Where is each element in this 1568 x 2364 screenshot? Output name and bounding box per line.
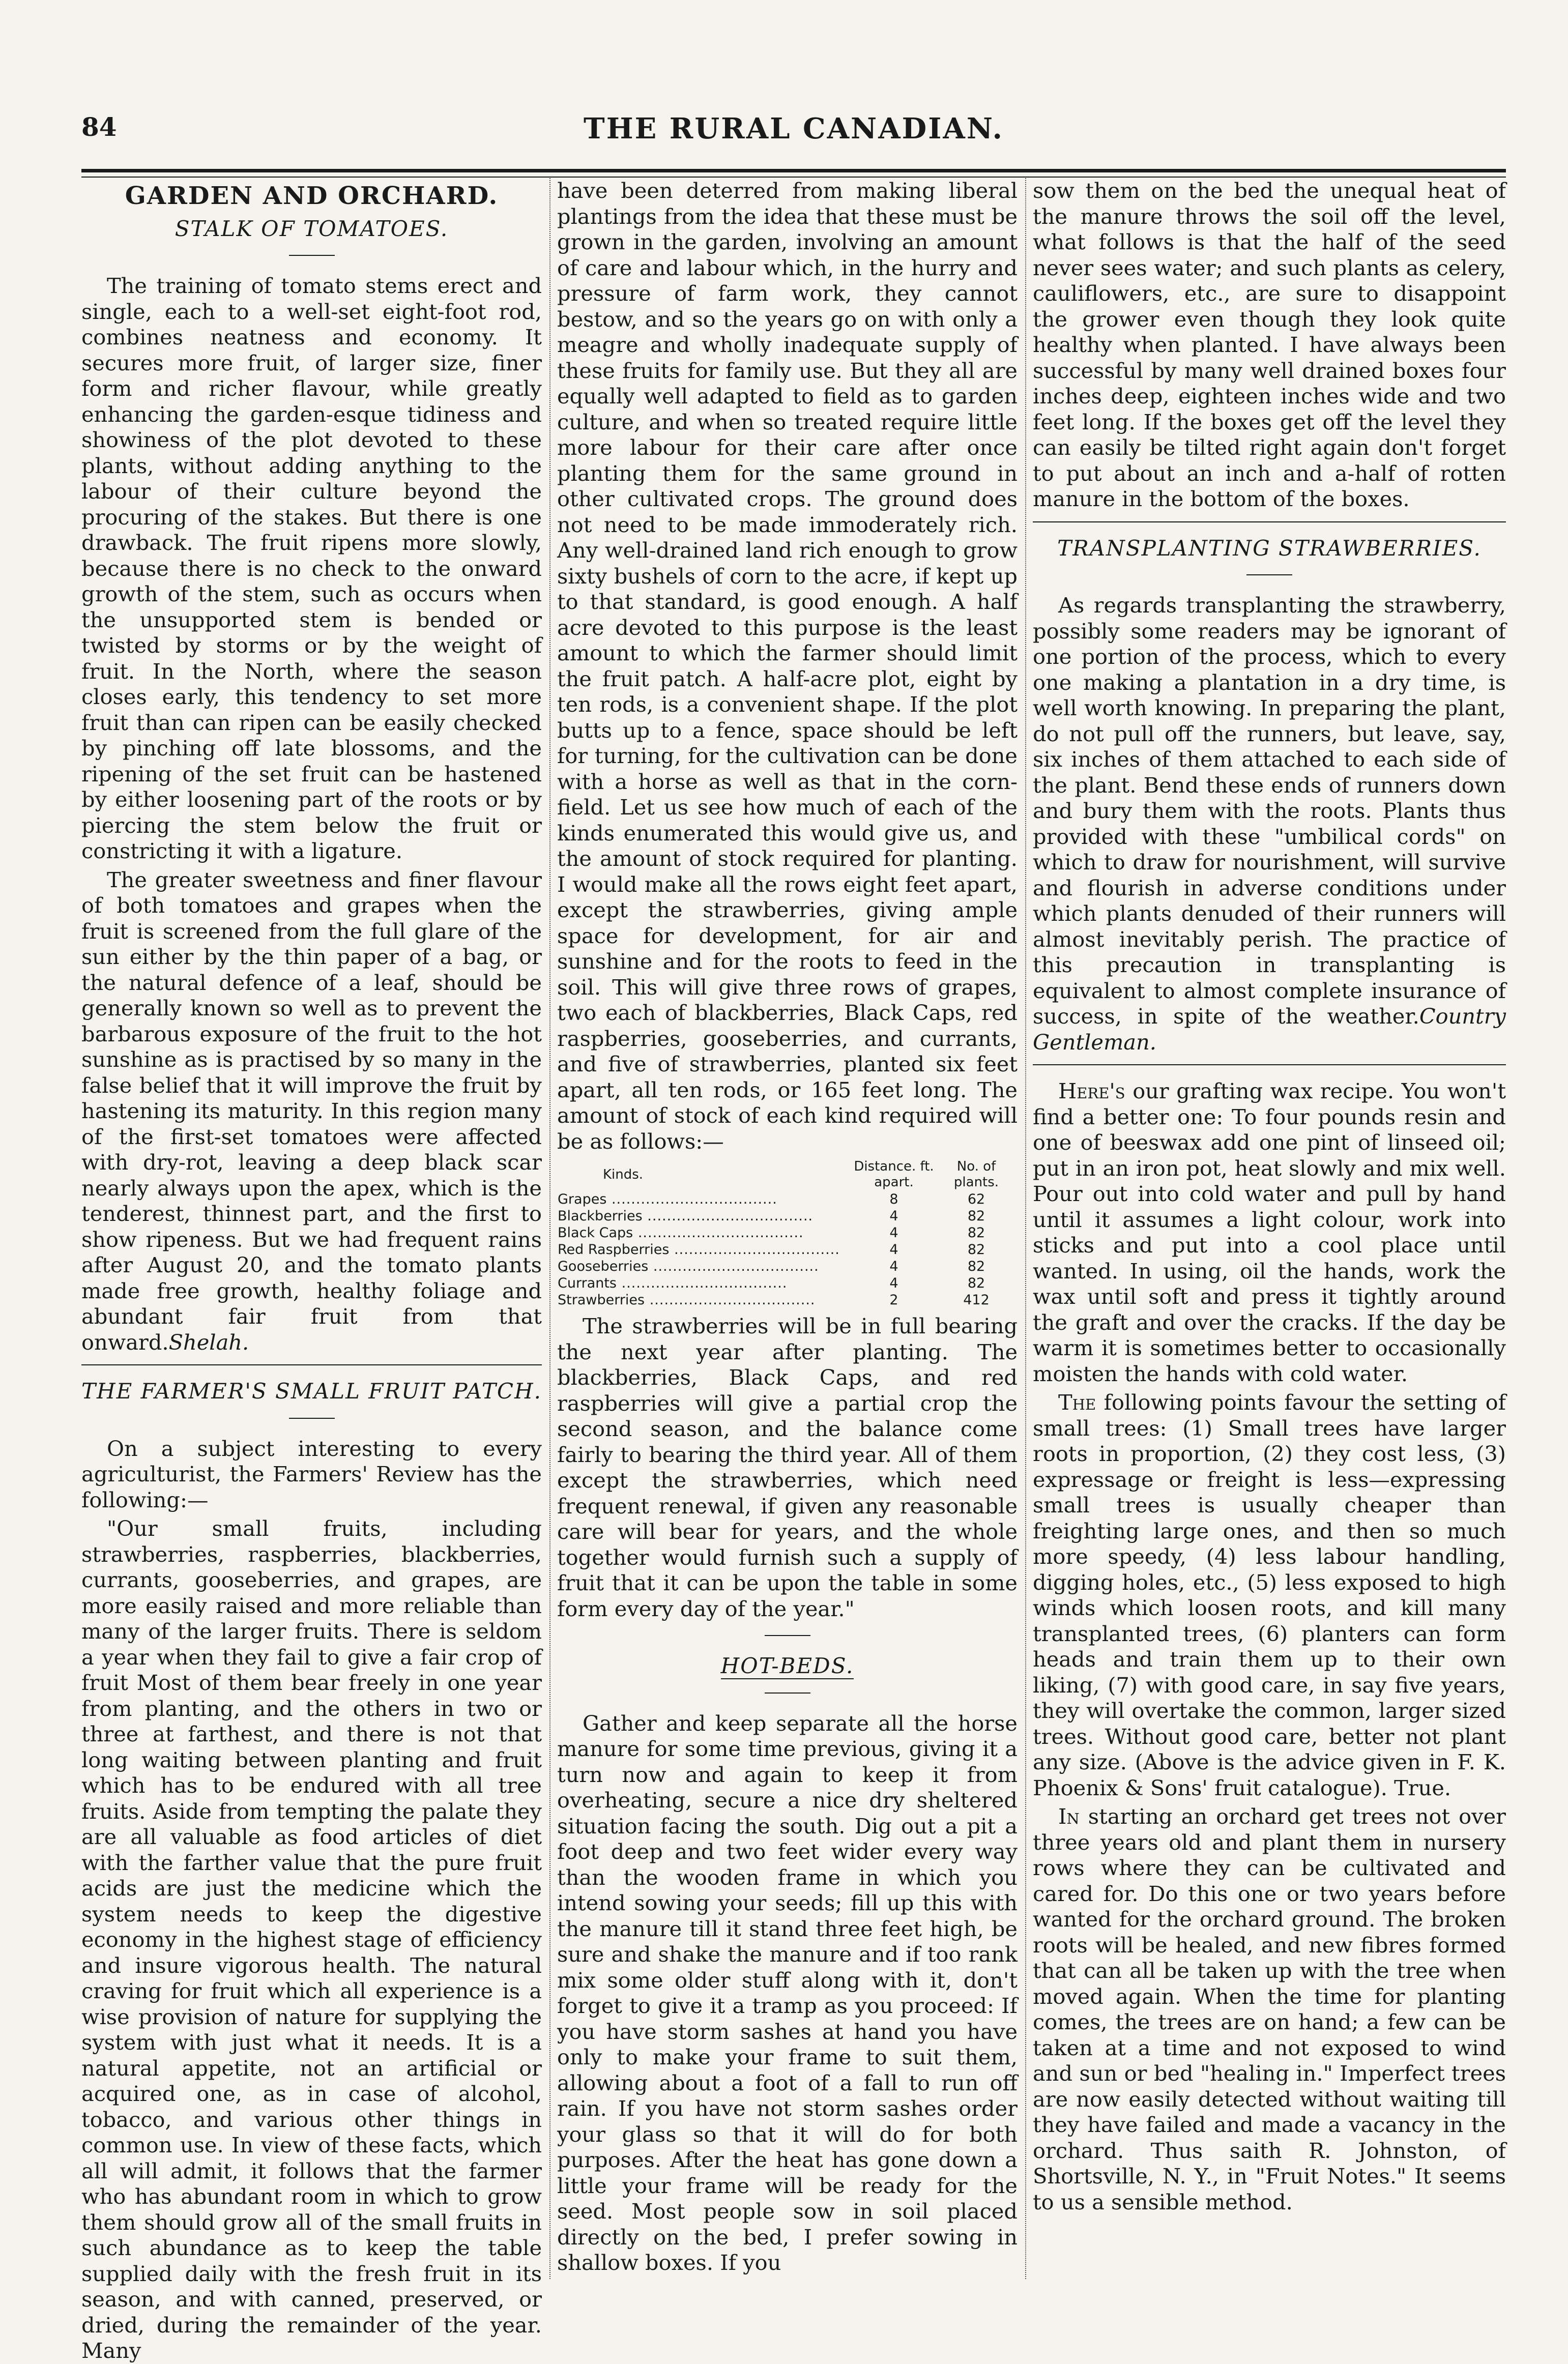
title-rule — [289, 1418, 335, 1419]
column-2 — [557, 178, 1018, 2279]
table-cell-distance: 4 — [889, 1208, 898, 1224]
section-rule — [81, 1364, 542, 1365]
fruit-patch-paragraph-3: The strawberries will be in full bearing the next year after planting. The blackberries, Black Caps, and red raspberries will give a partial crop the second season, and the balance come fairly to bearing the third year. All of them except the strawberries, which need frequent renewal, if given any reasonable care will bear for years, and the whole together would furnish such a supply of fruit that it can be upon the table in some form every day of the year." — [557, 1314, 1018, 1621]
orchard-lead: In — [1058, 1804, 1080, 1829]
table-cell-plants: 82 — [967, 1275, 985, 1291]
column-divider — [1025, 178, 1026, 2279]
staking-paragraph-2-text: The greater sweetness and finer flavour of both tomatoes and grapes when the fruit is screened from the full glare of the sun either by the thin paper of a bag, or the natural defence of a leaf, should be generally known so well as to prevent the barbarous exposure of the fruit to the hot sunshine as is practised by so many in the false belief that it will improve the fruit by hastening its maturity. In this region many of the first-set tomatoes were affected with dry-rot, leaving a deep black scar nearly always upon the apex, which is the tenderest, thinnest part, and the first to show ripeness. But we had frequent rains after August 20, and the tomato plants made free growth, healthy foliage and abundant fair fruit from that onward. — [81, 867, 542, 1355]
table-cell-distance: 4 — [889, 1225, 898, 1241]
staking-paragraph-2 — [81, 867, 542, 1356]
table-cell-distance: 4 — [889, 1275, 898, 1291]
grafting-wax-text: our grafting wax recipe. You won't find a better one: To four pounds resin and one of beeswax add one pint of linseed oil; put in an iron pot, heat slowly and mix well. Pour out into cold water and pull by hand until it assumes a light colour, work into sticks and put into a cool place until wanted. In using, oil the hands, work the wax until soft and press it tightly around the graft and over the cracks. If the day be warm it is sometimes better to occasionally moisten the hands with cold water. — [1033, 1078, 1506, 1386]
header-rule — [81, 169, 1506, 178]
table-cell-kind: Gooseberries ..... — [557, 1258, 853, 1275]
table-cell-plants: 82 — [967, 1225, 985, 1241]
table-row — [557, 1224, 1018, 1241]
table-cell-plants: 62 — [967, 1191, 985, 1207]
table-row — [557, 1258, 1018, 1275]
title-rule — [1246, 574, 1292, 575]
staking-signature: Shelah. — [168, 1329, 249, 1355]
table-cell-distance: 8 — [889, 1191, 898, 1207]
table-cell-kind: Black Caps ..... — [557, 1224, 853, 1241]
table-cell-distance: 4 — [889, 1259, 898, 1274]
hotbeds-continued: sow them on the bed the unequal heat of the manure throws the soil off the level, what follows is that the half of the seed never sees water; and such plants as celery, cauliflowers, etc., are sure to disappoint the grower even though they look quite healthy when planted. I have always been successful by many well drained boxes four inches deep, eighteen inches wide and two feet long. If the boxes get off the level they can easily be tilted right again don't forget to put about an inch and a-half of rotten manure in the bottom of the boxes. — [1033, 178, 1506, 511]
table-cell-plants: 82 — [967, 1259, 985, 1274]
table-row — [557, 1241, 1018, 1258]
staking-paragraph-1: The training of tomato stems erect and single, each to a well-set eight-foot rod, combines neatness and economy. It secures more fruit, of larger size, finer form and richer flavour, while greatly enhancing the garden-esque tidiness and showiness of the plot devoted to these plants, without adding anything to the labour of their culture beyond the procuring of the stakes. But there is one drawback. The fruit ripens more slowly, because there is no check to the onward growth of the stem, such as occurs when the unsupported stem is bended or twisted by storms or by the weight of fruit. In the North, where the season closes early, this tendency to set more fruit than can ripen can be easily checked by pinching off late blossoms, and the ripening of the set fruit can be hastened by either loosening part of the roots or by piercing the stem below the fruit or constricting it with a ligature. — [81, 273, 542, 863]
transplanting-signature: Country Gentleman. — [1033, 1004, 1506, 1055]
section-title: GARDEN AND ORCHARD. — [125, 182, 499, 210]
table-cell-kind: Currants ..... — [557, 1275, 853, 1292]
article-title-fruit-patch: THE FARMER'S SMALL FRUIT PATCH. — [81, 1379, 542, 1404]
hotbeds-title-text: HOT-BEDS. — [720, 1653, 854, 1678]
grafting-wax-lead: Here's — [1058, 1078, 1125, 1103]
article-title-hotbeds — [557, 1653, 1018, 1679]
fruit-patch-continued: have been deterred from making liberal plantings from the idea that these must be grown in the garden, involving an amount of care and labour which, in the hurry and pressure of farm work, they cannot bestow, and so the years go on with only a meagre and wholly inadequate supply of these fruits for family use. But they all are equally well adapted to field as to garden culture, and when so treated require little more labour for their care after once planting them for the same ground in other cultivated crops. The ground does not need to be made immoderately rich. Any well-drained land rich enough to grow sixty bushels of corn to the acre, if kept up to that standard, is good enough. A half acre devoted to this purpose is the least amount to which the farmer should limit the fruit patch. A half-acre plot, eight by ten rods, is a convenient shape. If the plot butts up to a fence, space should be left for turning, for the cultivation can be done with a horse as well as that in the corn-field. Let us see how much of each of the kinds enumerated this would give us, and the amount of stock required for planting. I would make all the rows eight feet apart, except the strawberries, giving ample space for development, for air and sunshine and for the roots to feed in the soil. This will give three rows of grapes, two each of blackberries, Black Caps, red raspberries, gooseberries, and currants, and five of strawberries, planted six feet apart, all ten rods, or 165 feet long. The amount of stock of each kind required will be as follows:— — [557, 178, 1018, 1154]
transplanting-paragraph-1 — [1033, 593, 1506, 1055]
table-header-distance: Distance. ft. apart. — [854, 1159, 934, 1190]
table-cell-plants: 412 — [963, 1292, 990, 1308]
small-trees-paragraph — [1033, 1390, 1506, 1801]
table-cell-distance: 4 — [889, 1242, 898, 1258]
transplanting-text: As regards transplanting the strawberry, possibly some readers may be ignorant of one portion of the process, which to every one making a plantation in a dry time, is well worth knowing. In preparing the plant, do not pull off the runners, but leave, say, six inches of them attached to each side of the plant. Bend these ends of runners down and bury them with the roots. Plants thus provided with these "umbilical cords" on which to draw for nourishment, will survive and flourish in adverse conditions under which plants denuded of their runners will almost inevitably perish. The practice of this precaution in transplanting is equivalent to almost complete insurance of success, in spite of the weather. — [1033, 593, 1506, 1029]
orchard-paragraph — [1033, 1804, 1506, 2215]
title-rule — [765, 1635, 810, 1636]
table-row — [557, 1275, 1018, 1292]
grafting-wax-paragraph — [1033, 1078, 1506, 1387]
table-row — [557, 1208, 1018, 1224]
table-row — [557, 1191, 1018, 1208]
table-cell-kind: Strawberries ..... — [557, 1292, 853, 1308]
page-header — [81, 107, 1506, 163]
title-rule — [289, 255, 335, 256]
table-header-kinds: Kinds. — [603, 1166, 644, 1182]
section-rule — [1033, 1064, 1506, 1065]
orchard-text: starting an orchard get trees not over three years old and plant them in nursery rows where they can be cultivated and cared for. Do this one or two years before wanted for the orchard ground. The broken roots will be healed, and new fibres formed that can all be taken up with the tree when moved again. When the time for planting comes, the trees are on hand; a few can be taken at a time and not exposed to wind and sun or bed "healing in." Imperfect trees are now easily detected without waiting till they have failed and made a vacancy in the orchard. Thus saith R. Johnston, of Shortsville, N. Y., in "Fruit Notes." It seems to us a sensible method. — [1033, 1804, 1506, 2214]
table-header-plants: No. of plants. — [953, 1159, 999, 1190]
table-cell-kind: Grapes ..... — [557, 1191, 853, 1208]
section-rule — [1033, 521, 1506, 522]
small-trees-text: following points favour the setting of small trees: (1) Small trees have larger roots in proportion, (2) they cost less, (3) expressage or freight is less—expressing small trees is usually cheaper than freighting large ones, and then so much more speedy, (4) less labour handling, digging holes, etc., (5) less exposed to high winds which loosen roots, and kill many transplanted trees, (6) planters can form heads and train them up to their own liking, (7) with good care, in say five years, they will overtake the common, larger sized trees. Without good care, better not plant any size. (Above is the advice given in F. K. Phoenix & Sons' fruit catalogue). True. — [1033, 1390, 1506, 1800]
article-title-staking: STALK OF TOMATOES. — [175, 216, 449, 241]
page-number: 84 — [81, 112, 117, 142]
fruit-patch-paragraph-2: "Our small fruits, including strawberries, raspberries, blackberries, currants, gooseberries, and grapes, are more easily raised and more reliable than many of the larger fruits. There is seldom a year when they fail to give a fair crop of fruit Most of them bear freely in one year from planting, and the others in two or three at farthest, and there is not that long waiting between planting and fruit which has to be endured with all tree fruits. Aside from tempting the palate they are all valuable as food articles of diet with the farther value that the pure fruit acids are just the medicine which the system needs to keep the digestive economy in the highest stage of efficiency and insure vigorous health. The natural craving for fruit which all experience is a wise provision of nature for supplying the system with just what it needs. It is a natural appetite, not an artificial or acquired one, as in case of alcohol, tobacco, and various other things in common use. In view of these facts, which all will admit, it follows that the farmer who has abundant room in which to grow them should grow all of the small fruits in such abundance as to keep the table supplied daily with the fresh fruit in its season, and with canned, preserved, or dried, during the remainder of the year. Many — [81, 1516, 542, 2363]
table-cell-kind: Red Raspberries ..... — [557, 1241, 853, 1258]
planting-stock-table — [557, 1158, 1018, 1308]
masthead-title: THE RURAL CANADIAN. — [584, 112, 1004, 145]
column-3 — [1033, 178, 1506, 2279]
table-cell-plants: 82 — [967, 1242, 985, 1258]
table-cell-kind: Blackberries ..... — [557, 1208, 853, 1224]
column-1 — [81, 178, 542, 2363]
title-rule — [765, 1692, 810, 1694]
table-cell-distance: 2 — [889, 1292, 898, 1308]
table-row — [557, 1292, 1018, 1308]
small-trees-lead: The — [1058, 1390, 1096, 1415]
hotbeds-paragraph-1: Gather and keep separate all the horse manure for some time previous, giving it a turn now and again to keep it from overheating, secure a nice dry sheltered situation facing the south. Dig out a pit a foot deep and two feet wider every way than the wooden frame in which you intend sowing your seeds; fill up this with the manure till it stand three feet high, be sure and shake the manure and if too rank mix some older stuff along with it, don't forget to give it a tramp as you proceed: If you have storm sashes at hand you have only to make your frame to suit them, allowing about a foot of a fall to run off rain. If you have not storm sashes order your glass so that it will do for both purposes. After the heat has gone down a little your frame will be ready for the seed. Most people sow in soil placed directly on the bed, I prefer sowing in shallow boxes. If you — [557, 1710, 1018, 2275]
article-title-transplanting: TRANSPLANTING STRAWBERRIES. — [1057, 535, 1482, 561]
table-cell-plants: 82 — [967, 1208, 985, 1224]
column-divider — [549, 178, 550, 2279]
fruit-patch-paragraph-1: On a subject interesting to every agriculturist, the Farmers' Review has the following:— — [81, 1436, 542, 1512]
